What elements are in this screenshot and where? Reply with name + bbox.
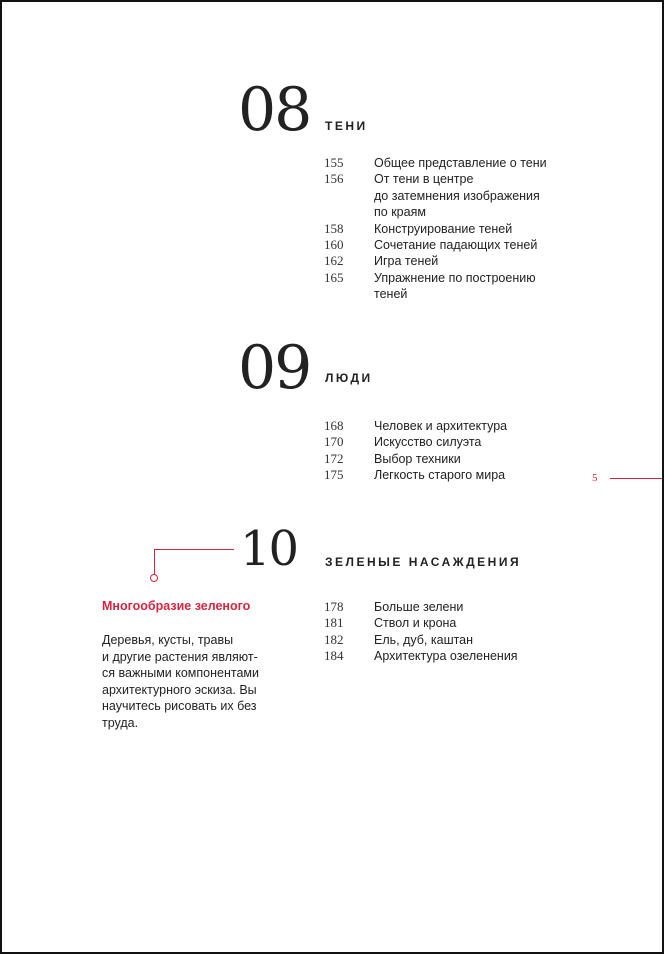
toc-entry-title-line: Сочетание падающих теней bbox=[374, 238, 538, 253]
sidebar-description-line: труда. bbox=[102, 715, 139, 730]
toc-page-number: 158 bbox=[324, 220, 344, 236]
toc-entry-title bbox=[374, 237, 564, 253]
toc-entry[interactable] bbox=[324, 253, 564, 269]
toc-page-number: 175 bbox=[324, 467, 344, 483]
toc-entry[interactable] bbox=[324, 418, 564, 434]
toc-page-number: 156 bbox=[324, 171, 344, 187]
toc-entry-title bbox=[374, 599, 564, 615]
toc-entry-title bbox=[374, 155, 564, 171]
toc-page-number: 184 bbox=[324, 648, 344, 664]
toc-entry[interactable] bbox=[324, 237, 564, 253]
sidebar-description-line: Деревья, кусты, травы bbox=[102, 633, 234, 647]
callout-connector-line bbox=[154, 549, 155, 575]
sidebar-description-line: и другие растения являют- bbox=[102, 649, 258, 664]
toc-entry-title-line: Выбор техники bbox=[374, 451, 461, 466]
toc-entry[interactable] bbox=[324, 467, 564, 483]
chapter-number: 09 bbox=[238, 333, 311, 403]
sidebar-description-line: научитесь рисовать их без bbox=[102, 699, 257, 713]
toc-entry[interactable] bbox=[324, 632, 564, 648]
toc-entry[interactable] bbox=[324, 270, 564, 303]
page-number-rule bbox=[610, 478, 664, 479]
toc-entry-title bbox=[374, 270, 564, 303]
toc-list bbox=[324, 418, 564, 484]
toc-entry-title-line: Легкость старого мира bbox=[374, 468, 506, 483]
sidebar-description-line: ся важными компонентами bbox=[102, 666, 259, 680]
toc-page-number: 178 bbox=[324, 599, 344, 614]
toc-page-number: 170 bbox=[324, 434, 344, 450]
callout-dot-icon bbox=[150, 574, 158, 582]
toc-page-number: 162 bbox=[324, 253, 344, 269]
toc-entry[interactable] bbox=[324, 171, 564, 220]
toc-entry-title bbox=[374, 648, 564, 664]
toc-entry-title bbox=[374, 434, 564, 450]
toc-entry-title bbox=[374, 171, 564, 220]
callout-connector-line bbox=[154, 549, 234, 550]
toc-entry-title-line: Больше зелени bbox=[374, 600, 464, 614]
toc-page-number: 168 bbox=[324, 418, 344, 433]
toc-entry-title bbox=[374, 221, 564, 237]
toc-entry-title bbox=[374, 467, 564, 483]
toc-entry-title bbox=[374, 615, 564, 631]
toc-entry-title-line: Человек и архитектура bbox=[374, 419, 508, 433]
toc-page-number: 172 bbox=[324, 450, 344, 466]
chapter-number: 10 bbox=[240, 521, 298, 577]
toc-entry-title-line: Искусство силуэта bbox=[374, 435, 482, 450]
chapter-title: ТЕНИ bbox=[325, 119, 368, 133]
toc-entry[interactable] bbox=[324, 615, 564, 631]
toc-entry-title bbox=[374, 253, 564, 269]
toc-entry[interactable] bbox=[324, 648, 564, 664]
toc-page-number: 182 bbox=[324, 631, 344, 647]
chapter-number: 08 bbox=[238, 75, 311, 145]
toc-entry-title-line: теней bbox=[374, 287, 408, 302]
toc-page-number: 181 bbox=[324, 615, 344, 631]
toc-entry-title-line: От тени в центре bbox=[374, 172, 474, 187]
toc-entry[interactable] bbox=[324, 434, 564, 450]
toc-entry-title-line: Архитектура озеленения bbox=[374, 649, 518, 664]
toc-entry-title-line: Конструирование теней bbox=[374, 221, 513, 236]
toc-entry[interactable] bbox=[324, 599, 564, 615]
toc-list bbox=[324, 155, 564, 303]
toc-entry-title-line: Ель, дуб, каштан bbox=[374, 632, 474, 647]
toc-entry-title bbox=[374, 632, 564, 648]
chapter-title: ЛЮДИ bbox=[325, 371, 373, 385]
toc-entry-title-line: Общее представление о тени bbox=[374, 156, 547, 170]
sidebar-description bbox=[102, 632, 282, 731]
toc-entry-title-line: до затемнения изображения bbox=[374, 188, 540, 203]
chapter-title: ЗЕЛЕНЫЕ НАСАЖДЕНИЯ bbox=[325, 555, 522, 569]
toc-entry-title bbox=[374, 451, 564, 467]
toc-entry-title bbox=[374, 418, 564, 434]
toc-page-number: 160 bbox=[324, 237, 344, 253]
toc-entry[interactable] bbox=[324, 155, 564, 171]
toc-entry[interactable] bbox=[324, 451, 564, 467]
toc-page-number: 155 bbox=[324, 155, 344, 170]
toc-list bbox=[324, 599, 564, 665]
sidebar-description-line: архитектурного эскиза. Вы bbox=[102, 682, 257, 697]
toc-entry-title-line: Упражнение по построению bbox=[374, 270, 536, 285]
toc-entry-title-line: Игра теней bbox=[374, 254, 439, 269]
toc-entry-title-line: Ствол и крона bbox=[374, 616, 457, 631]
sidebar-heading: Многообразие зеленого bbox=[102, 599, 251, 613]
toc-entry[interactable] bbox=[324, 221, 564, 237]
toc-entry-title-line: по краям bbox=[374, 205, 426, 220]
toc-page-number: 165 bbox=[324, 269, 344, 285]
page-number: 5 bbox=[592, 472, 598, 484]
